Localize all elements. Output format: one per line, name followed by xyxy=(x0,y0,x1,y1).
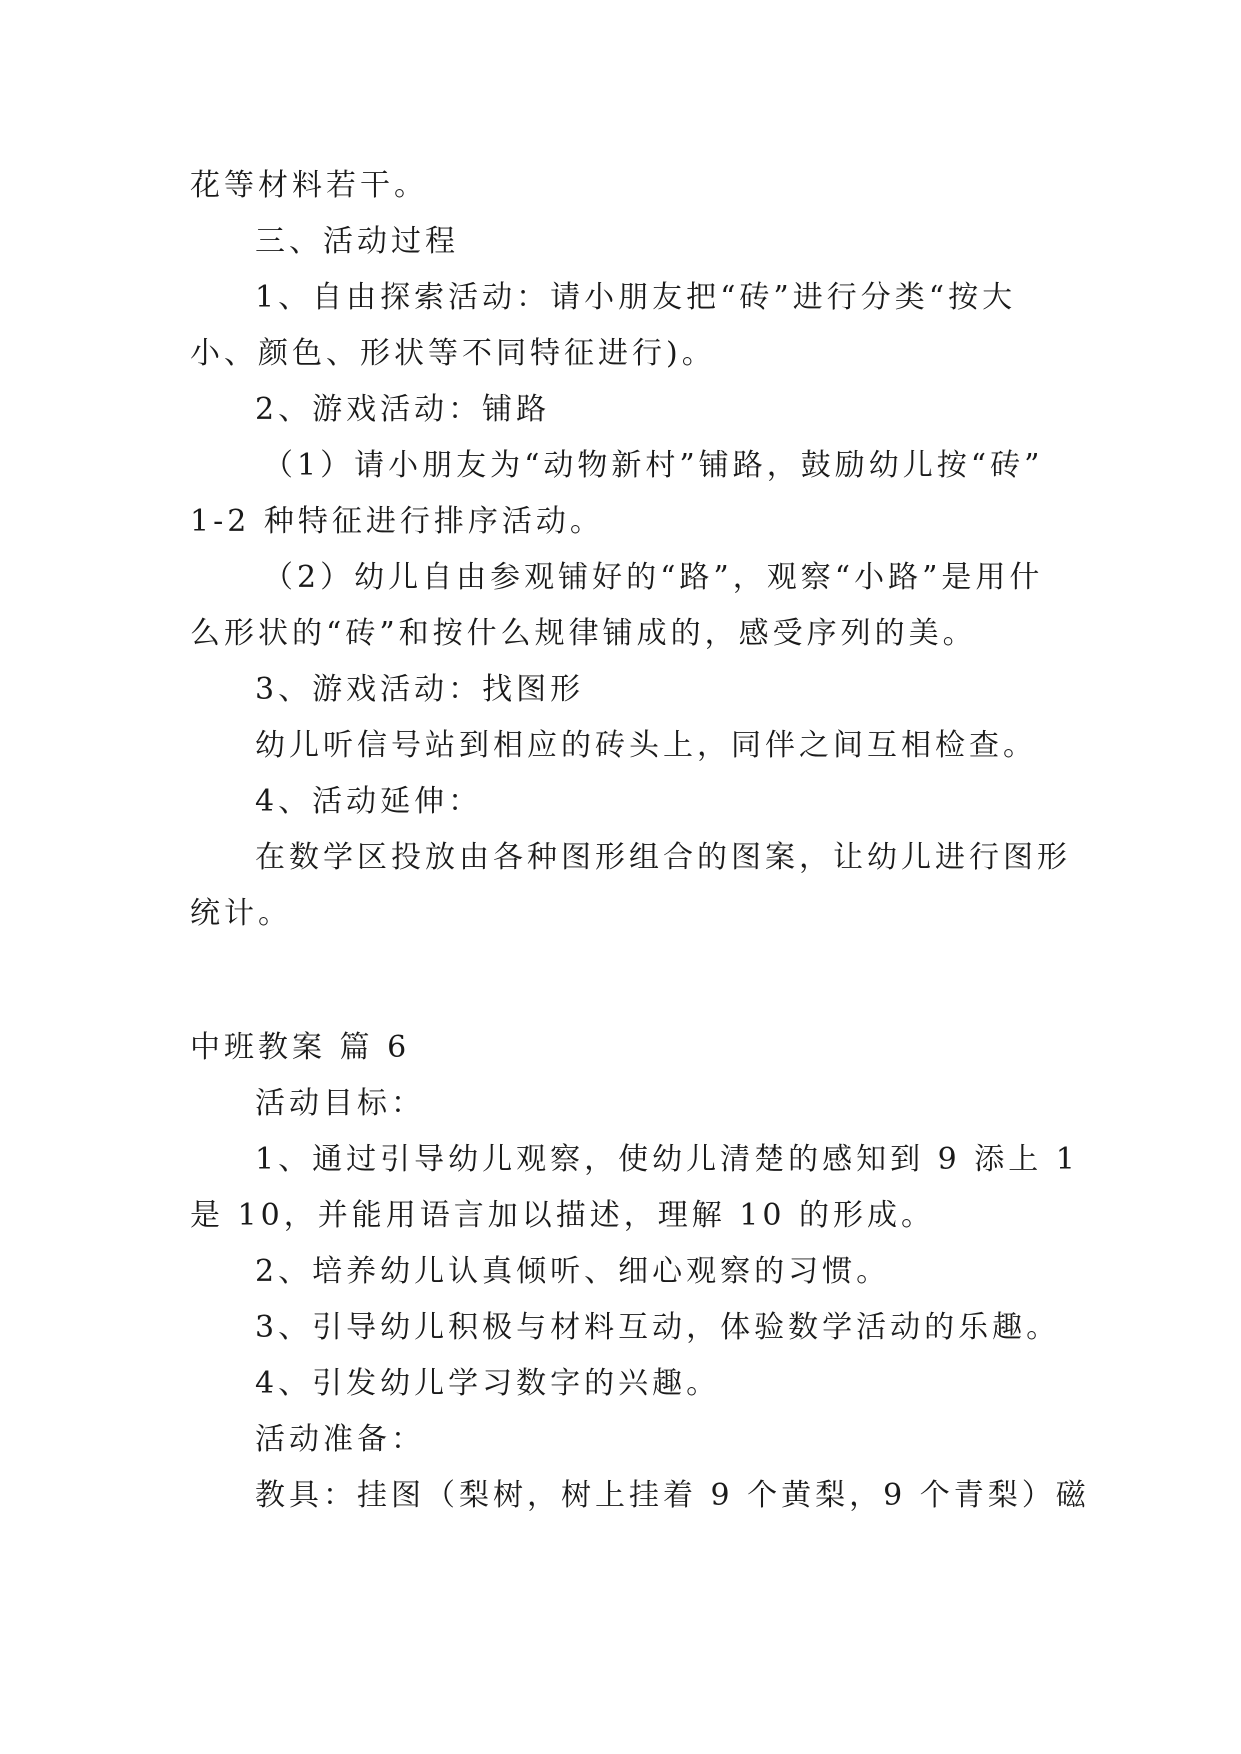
section-heading: 三、活动过程 xyxy=(255,224,459,259)
text-line: 是 10，并能用语言加以描述，理解 10 的形成。 xyxy=(190,1198,935,1233)
text-line: 在数学区投放由各种图形组合的图案，让幼儿进行图形 xyxy=(255,840,1071,875)
text-line: 3、游戏活动：找图形 xyxy=(255,672,585,707)
text-line: 小、颜色、形状等不同特征进行)。 xyxy=(190,336,716,371)
text-line: 活动准备： xyxy=(255,1422,425,1457)
text-line: 4、活动延伸： xyxy=(255,784,483,819)
text-line: 1、通过引导幼儿观察，使幼儿清楚的感知到 9 添上 1 xyxy=(255,1142,1079,1177)
text-line: 2、游戏活动：铺路 xyxy=(255,392,551,427)
text-line: 么形状的“砖”和按什么规律铺成的，感受序列的美。 xyxy=(190,616,977,651)
section-title: 中班教案 篇 6 xyxy=(190,1030,411,1065)
text-line: 1、自由探索活动：请小朋友把“砖”进行分类“按大 xyxy=(255,280,1017,315)
text-line: 4、引发幼儿学习数字的兴趣。 xyxy=(255,1366,721,1401)
text-line: （2）幼儿自由参观铺好的“路”，观察“小路”是用什 xyxy=(263,560,1044,595)
text-line: 3、引导幼儿积极与材料互动，体验数学活动的乐趣。 xyxy=(255,1310,1061,1345)
text-line: 统计。 xyxy=(190,896,292,931)
text-line: 1-2 种特征进行排序活动。 xyxy=(190,504,604,539)
text-line: 活动目标： xyxy=(255,1086,425,1121)
text-line: 幼儿听信号站到相应的砖头上，同伴之间互相检查。 xyxy=(255,728,1037,763)
text-line: 2、培养幼儿认真倾听、细心观察的习惯。 xyxy=(255,1254,891,1289)
text-line: （1）请小朋友为“动物新村”铺路，鼓励幼儿按“砖” xyxy=(263,448,1044,483)
text-line: 花等材料若干。 xyxy=(190,168,428,203)
text-line: 教具：挂图（梨树，树上挂着 9 个黄梨，9 个青梨）磁 xyxy=(255,1478,1090,1513)
